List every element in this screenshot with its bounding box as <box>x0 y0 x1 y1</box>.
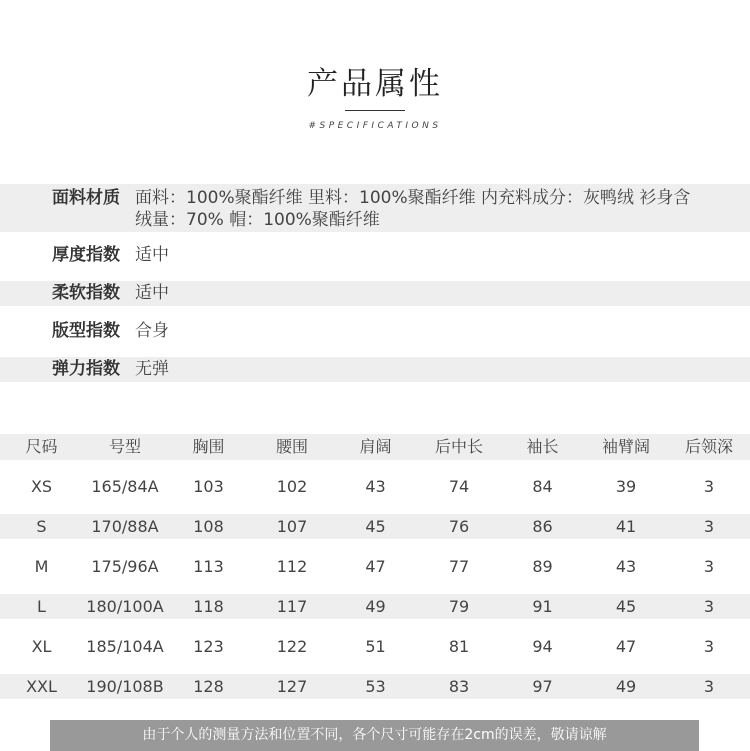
table-cell: L <box>37 597 46 616</box>
attribute-row <box>0 243 750 268</box>
table-cell: 118 <box>193 597 224 616</box>
column-header: 后中长 <box>434 437 483 456</box>
table-cell: 47 <box>365 557 386 576</box>
column-header: 后领深 <box>684 437 733 456</box>
column-header: 胸围 <box>192 437 225 456</box>
attribute-row <box>0 319 750 344</box>
table-cell: 180/100A <box>86 597 164 616</box>
attribute-value: 合身 <box>135 321 169 341</box>
table-cell: XS <box>30 477 53 496</box>
column-header: 腰围 <box>275 437 308 456</box>
table-cell: 47 <box>615 637 637 656</box>
column-header: 号型 <box>108 437 141 456</box>
table-cell: 84 <box>532 477 553 496</box>
table-row <box>0 474 750 499</box>
table-cell: 3 <box>703 557 715 576</box>
attributes-table <box>0 184 750 382</box>
table-cell: 190/108B <box>86 677 164 696</box>
table-cell: 43 <box>615 557 637 576</box>
attribute-label: 柔软指数 <box>52 283 120 303</box>
table-cell: 81 <box>448 637 470 656</box>
table-cell: 175/96A <box>91 557 159 576</box>
table-cell: 108 <box>193 517 224 536</box>
table-cell: 89 <box>532 557 553 576</box>
table-cell: 49 <box>365 597 386 616</box>
table-cell: 122 <box>276 637 308 656</box>
size-table-header <box>0 434 750 460</box>
table-cell: 3 <box>703 517 715 536</box>
attribute-label: 面料材质 <box>52 188 120 208</box>
attribute-row <box>0 357 750 382</box>
size-table <box>0 434 750 699</box>
column-header: 袖长 <box>526 437 559 456</box>
table-cell: 103 <box>193 477 224 496</box>
table-row <box>0 554 750 579</box>
table-row <box>0 594 750 619</box>
table-cell: 86 <box>532 517 553 536</box>
attribute-value: 适中 <box>135 245 169 265</box>
table-cell: 185/104A <box>86 637 164 656</box>
attribute-value: 面料：100%聚酯纤维 里料：100%聚酯纤维 内充料成分：灰鸭绒 衫身含绒量：70% 帽：100%聚酯纤维 <box>135 188 691 230</box>
table-cell: 91 <box>532 597 553 616</box>
title-divider <box>345 110 405 111</box>
table-cell: 3 <box>703 477 715 496</box>
table-row <box>0 634 750 659</box>
table-cell: M <box>34 557 49 576</box>
table-row <box>0 674 750 699</box>
table-cell: XL <box>31 637 52 656</box>
table-cell: XXL <box>26 677 57 696</box>
table-cell: S <box>36 517 47 536</box>
table-cell: 53 <box>365 677 386 696</box>
measurement-note: 由于个人的测量方法和位置不同，各个尺寸可能存在2cm的误差，敬请谅解 <box>50 720 699 751</box>
table-row <box>0 514 750 539</box>
table-cell: 123 <box>193 637 224 656</box>
page-title: 产品属性 <box>307 66 443 102</box>
page-subtitle: #SPECIFICATIONS <box>308 121 442 131</box>
attribute-value: 适中 <box>135 283 169 303</box>
table-cell: 39 <box>615 477 637 496</box>
table-cell: 128 <box>193 677 224 696</box>
table-cell: 76 <box>448 517 470 536</box>
table-cell: 170/88A <box>91 517 159 536</box>
attribute-row <box>0 281 750 306</box>
table-cell: 117 <box>276 597 308 616</box>
table-cell: 74 <box>448 477 470 496</box>
column-header: 尺码 <box>25 437 58 456</box>
table-cell: 94 <box>532 637 553 656</box>
table-cell: 77 <box>448 557 470 576</box>
table-cell: 165/84A <box>91 477 159 496</box>
table-cell: 107 <box>276 517 308 536</box>
column-header: 肩阔 <box>359 437 392 456</box>
table-cell: 79 <box>448 597 470 616</box>
table-cell: 45 <box>615 597 637 616</box>
attribute-label: 弹力指数 <box>52 359 120 379</box>
attribute-label: 版型指数 <box>52 321 120 341</box>
table-cell: 45 <box>365 517 386 536</box>
table-cell: 49 <box>615 677 637 696</box>
table-cell: 3 <box>703 597 715 616</box>
table-cell: 41 <box>615 517 637 536</box>
table-cell: 97 <box>532 677 553 696</box>
column-header: 袖臂阔 <box>601 437 650 456</box>
table-cell: 3 <box>703 637 715 656</box>
attribute-value: 无弹 <box>135 359 169 379</box>
attribute-label: 厚度指数 <box>52 245 120 265</box>
table-cell: 112 <box>276 557 308 576</box>
attribute-row <box>0 184 750 232</box>
table-cell: 3 <box>703 677 715 696</box>
table-cell: 83 <box>448 677 470 696</box>
table-cell: 43 <box>365 477 386 496</box>
table-cell: 51 <box>365 637 386 656</box>
table-cell: 127 <box>276 677 308 696</box>
table-cell: 102 <box>276 477 308 496</box>
table-cell: 113 <box>193 557 224 576</box>
